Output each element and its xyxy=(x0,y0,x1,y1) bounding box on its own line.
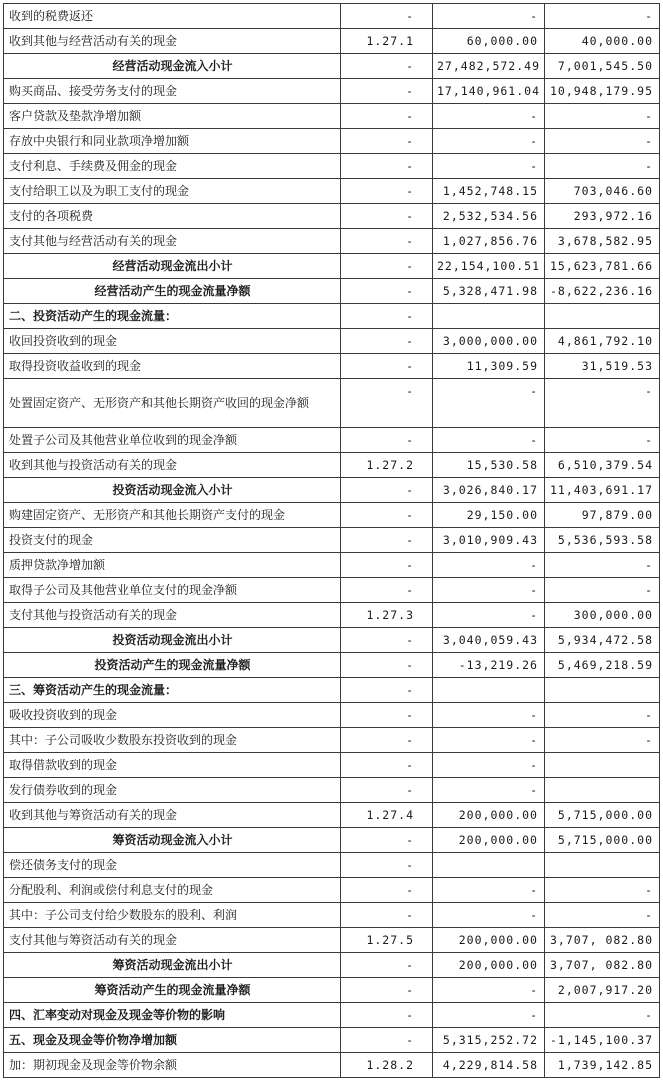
row-current-amount: - xyxy=(433,129,545,154)
row-note-ref: 1.27.2 xyxy=(341,453,433,478)
row-item-label: 支付的各项税费 xyxy=(4,204,341,229)
row-item-label: 支付给职工以及为职工支付的现金 xyxy=(4,179,341,204)
row-note-ref: - xyxy=(341,903,433,928)
row-note-ref: - xyxy=(341,753,433,778)
table-row xyxy=(4,204,660,229)
row-prior-amount: 6,510,379.54 xyxy=(545,453,660,478)
row-item-label: 存放中央银行和同业款项净增加额 xyxy=(4,129,341,154)
row-prior-amount: - xyxy=(545,728,660,753)
table-row xyxy=(4,853,660,878)
row-prior-amount: - xyxy=(545,4,660,29)
row-current-amount: 15,530.58 xyxy=(433,453,545,478)
row-current-amount: 200,000.00 xyxy=(433,803,545,828)
table-row xyxy=(4,1053,660,1078)
row-prior-amount: 3,707, 082.80 xyxy=(545,928,660,953)
row-item-label: 投资支付的现金 xyxy=(4,528,341,553)
table-row xyxy=(4,778,660,803)
table-row xyxy=(4,478,660,503)
row-note-ref: - xyxy=(341,728,433,753)
row-prior-amount: 5,536,593.58 xyxy=(545,528,660,553)
row-item-label: 处置子公司及其他营业单位收到的现金净额 xyxy=(4,428,341,453)
row-current-amount: 5,315,252.72 xyxy=(433,1028,545,1053)
row-prior-amount: 5,715,000.00 xyxy=(545,803,660,828)
row-item-label: 取得子公司及其他营业单位支付的现金净额 xyxy=(4,578,341,603)
row-current-amount: 1,027,856.76 xyxy=(433,229,545,254)
row-prior-amount: -1,145,100.37 xyxy=(545,1028,660,1053)
table-row xyxy=(4,129,660,154)
row-current-amount: 5,328,471.98 xyxy=(433,279,545,304)
row-item-label: 收到的税费返还 xyxy=(4,4,341,29)
row-current-amount xyxy=(433,304,545,329)
row-note-ref: 1.27.1 xyxy=(341,29,433,54)
row-item-label: 其中：子公司支付给少数股东的股利、利润 xyxy=(4,903,341,928)
row-current-amount: - xyxy=(433,379,545,428)
row-item-label: 投资活动现金流出小计 xyxy=(4,628,341,653)
row-current-amount: 29,150.00 xyxy=(433,503,545,528)
row-current-amount: 1,452,748.15 xyxy=(433,179,545,204)
table-row xyxy=(4,154,660,179)
table-row xyxy=(4,953,660,978)
row-note-ref: - xyxy=(341,254,433,279)
row-item-label: 偿还债务支付的现金 xyxy=(4,853,341,878)
row-item-label: 其中：子公司吸收少数股东投资收到的现金 xyxy=(4,728,341,753)
table-row xyxy=(4,503,660,528)
table-row xyxy=(4,254,660,279)
row-note-ref: - xyxy=(341,528,433,553)
row-note-ref: - xyxy=(341,503,433,528)
row-item-label: 处置固定资产、无形资产和其他长期资产收回的现金净额 xyxy=(4,379,341,428)
row-item-label: 经营活动产生的现金流量净额 xyxy=(4,279,341,304)
table-row xyxy=(4,428,660,453)
row-current-amount xyxy=(433,853,545,878)
row-current-amount: 4,229,814.58 xyxy=(433,1053,545,1078)
row-prior-amount xyxy=(545,853,660,878)
row-item-label: 发行债券收到的现金 xyxy=(4,778,341,803)
table-row xyxy=(4,903,660,928)
row-prior-amount xyxy=(545,304,660,329)
row-prior-amount: - xyxy=(545,379,660,428)
table-row xyxy=(4,54,660,79)
row-prior-amount: - xyxy=(545,903,660,928)
row-item-label: 购建固定资产、无形资产和其他长期资产支付的现金 xyxy=(4,503,341,528)
row-prior-amount xyxy=(545,778,660,803)
row-current-amount: 200,000.00 xyxy=(433,928,545,953)
table-row xyxy=(4,828,660,853)
row-prior-amount: 15,623,781.66 xyxy=(545,254,660,279)
row-current-amount: 3,010,909.43 xyxy=(433,528,545,553)
row-prior-amount: - xyxy=(545,578,660,603)
row-prior-amount: - xyxy=(545,1003,660,1028)
table-row xyxy=(4,728,660,753)
row-note-ref: - xyxy=(341,778,433,803)
row-item-label: 筹资活动现金流入小计 xyxy=(4,828,341,853)
row-note-ref: - xyxy=(341,54,433,79)
row-prior-amount xyxy=(545,678,660,703)
table-row xyxy=(4,453,660,478)
row-item-label: 购买商品、接受劳务支付的现金 xyxy=(4,79,341,104)
row-current-amount: 2,532,534.56 xyxy=(433,204,545,229)
table-row xyxy=(4,978,660,1003)
table-row xyxy=(4,553,660,578)
row-note-ref: - xyxy=(341,79,433,104)
table-row xyxy=(4,179,660,204)
row-note-ref: - xyxy=(341,478,433,503)
row-note-ref: - xyxy=(341,578,433,603)
row-note-ref: - xyxy=(341,878,433,903)
row-item-label: 支付利息、手续费及佣金的现金 xyxy=(4,154,341,179)
row-current-amount: -13,219.26 xyxy=(433,653,545,678)
row-note-ref: - xyxy=(341,229,433,254)
row-note-ref: - xyxy=(341,428,433,453)
row-current-amount: 27,482,572.49 xyxy=(433,54,545,79)
row-prior-amount: 40,000.00 xyxy=(545,29,660,54)
row-item-label: 支付其他与投资活动有关的现金 xyxy=(4,603,341,628)
row-item-label: 收到其他与筹资活动有关的现金 xyxy=(4,803,341,828)
row-prior-amount: 31,519.53 xyxy=(545,354,660,379)
row-note-ref: 1.28.2 xyxy=(341,1053,433,1078)
row-prior-amount: 11,403,691.17 xyxy=(545,478,660,503)
table-row xyxy=(4,878,660,903)
table-row xyxy=(4,279,660,304)
row-note-ref: - xyxy=(341,104,433,129)
row-current-amount: - xyxy=(433,578,545,603)
row-current-amount: - xyxy=(433,603,545,628)
row-current-amount: - xyxy=(433,1003,545,1028)
row-current-amount: - xyxy=(433,878,545,903)
row-prior-amount: - xyxy=(545,553,660,578)
row-item-label: 五、现金及现金等价物净增加额 xyxy=(4,1028,341,1053)
table-row xyxy=(4,379,660,428)
table-row xyxy=(4,928,660,953)
row-prior-amount: 5,934,472.58 xyxy=(545,628,660,653)
row-prior-amount: 97,879.00 xyxy=(545,503,660,528)
row-current-amount: - xyxy=(433,978,545,1003)
row-item-label: 筹资活动产生的现金流量净额 xyxy=(4,978,341,1003)
table-row xyxy=(4,603,660,628)
row-note-ref: - xyxy=(341,4,433,29)
row-item-label: 收到其他与投资活动有关的现金 xyxy=(4,453,341,478)
row-note-ref: 1.27.4 xyxy=(341,803,433,828)
row-prior-amount: 3,678,582.95 xyxy=(545,229,660,254)
row-prior-amount: 300,000.00 xyxy=(545,603,660,628)
row-current-amount: 17,140,961.04 xyxy=(433,79,545,104)
table-row xyxy=(4,628,660,653)
row-item-label: 经营活动现金流入小计 xyxy=(4,54,341,79)
row-note-ref: - xyxy=(341,653,433,678)
row-current-amount: 3,000,000.00 xyxy=(433,329,545,354)
row-note-ref: 1.27.3 xyxy=(341,603,433,628)
row-current-amount: 3,040,059.43 xyxy=(433,628,545,653)
table-row xyxy=(4,753,660,778)
row-current-amount: 60,000.00 xyxy=(433,29,545,54)
row-note-ref: 1.27.5 xyxy=(341,928,433,953)
row-current-amount: - xyxy=(433,903,545,928)
row-note-ref: - xyxy=(341,853,433,878)
row-prior-amount: 703,046.60 xyxy=(545,179,660,204)
row-prior-amount: 293,972.16 xyxy=(545,204,660,229)
row-current-amount: 3,026,840.17 xyxy=(433,478,545,503)
row-current-amount: - xyxy=(433,778,545,803)
row-note-ref: - xyxy=(341,1003,433,1028)
table-row xyxy=(4,29,660,54)
row-item-label: 客户贷款及垫款净增加额 xyxy=(4,104,341,129)
row-prior-amount: 4,861,792.10 xyxy=(545,329,660,354)
row-note-ref: - xyxy=(341,379,433,428)
table-row xyxy=(4,528,660,553)
row-current-amount: - xyxy=(433,104,545,129)
table-row xyxy=(4,678,660,703)
row-current-amount: 200,000.00 xyxy=(433,828,545,853)
row-prior-amount: - xyxy=(545,154,660,179)
row-note-ref: - xyxy=(341,279,433,304)
row-item-label: 经营活动现金流出小计 xyxy=(4,254,341,279)
row-prior-amount: 7,001,545.50 xyxy=(545,54,660,79)
row-note-ref: - xyxy=(341,204,433,229)
row-current-amount: - xyxy=(433,753,545,778)
row-note-ref: - xyxy=(341,978,433,1003)
row-current-amount: - xyxy=(433,553,545,578)
row-item-label: 筹资活动现金流出小计 xyxy=(4,953,341,978)
row-prior-amount: 5,715,000.00 xyxy=(545,828,660,853)
table-row xyxy=(4,4,660,29)
row-prior-amount xyxy=(545,753,660,778)
table-row xyxy=(4,354,660,379)
row-current-amount: - xyxy=(433,728,545,753)
row-note-ref: - xyxy=(341,179,433,204)
row-item-label: 收到其他与经营活动有关的现金 xyxy=(4,29,341,54)
row-note-ref: - xyxy=(341,304,433,329)
row-note-ref: - xyxy=(341,154,433,179)
row-current-amount xyxy=(433,678,545,703)
row-current-amount: - xyxy=(433,154,545,179)
row-note-ref: - xyxy=(341,953,433,978)
row-item-label: 三、筹资活动产生的现金流量： xyxy=(4,678,341,703)
row-item-label: 收回投资收到的现金 xyxy=(4,329,341,354)
row-prior-amount: -8,622,236.16 xyxy=(545,279,660,304)
row-note-ref: - xyxy=(341,329,433,354)
row-item-label: 质押贷款净增加额 xyxy=(4,553,341,578)
row-prior-amount: - xyxy=(545,104,660,129)
row-prior-amount: - xyxy=(545,428,660,453)
row-item-label: 吸收投资收到的现金 xyxy=(4,703,341,728)
row-item-label: 取得投资收益收到的现金 xyxy=(4,354,341,379)
cash-flow-statement-table xyxy=(3,3,660,1078)
row-current-amount: - xyxy=(433,703,545,728)
table-row xyxy=(4,304,660,329)
row-current-amount: - xyxy=(433,4,545,29)
table-row xyxy=(4,104,660,129)
table-row xyxy=(4,803,660,828)
row-item-label: 支付其他与经营活动有关的现金 xyxy=(4,229,341,254)
table-row xyxy=(4,329,660,354)
row-item-label: 投资活动现金流入小计 xyxy=(4,478,341,503)
row-item-label: 分配股利、利润或偿付利息支付的现金 xyxy=(4,878,341,903)
row-note-ref: - xyxy=(341,1028,433,1053)
row-note-ref: - xyxy=(341,354,433,379)
row-current-amount: - xyxy=(433,428,545,453)
row-prior-amount: 3,707, 082.80 xyxy=(545,953,660,978)
table-row xyxy=(4,229,660,254)
row-note-ref: - xyxy=(341,678,433,703)
row-note-ref: - xyxy=(341,828,433,853)
row-note-ref: - xyxy=(341,628,433,653)
row-prior-amount: 2,007,917.20 xyxy=(545,978,660,1003)
table-row xyxy=(4,79,660,104)
row-prior-amount: - xyxy=(545,878,660,903)
row-item-label: 支付其他与筹资活动有关的现金 xyxy=(4,928,341,953)
row-item-label: 取得借款收到的现金 xyxy=(4,753,341,778)
row-prior-amount: 1,739,142.85 xyxy=(545,1053,660,1078)
row-item-label: 四、汇率变动对现金及现金等价物的影响 xyxy=(4,1003,341,1028)
row-current-amount: 22,154,100.51 xyxy=(433,254,545,279)
row-item-label: 加：期初现金及现金等价物余额 xyxy=(4,1053,341,1078)
table-row xyxy=(4,653,660,678)
row-item-label: 二、投资活动产生的现金流量： xyxy=(4,304,341,329)
row-prior-amount: 5,469,218.59 xyxy=(545,653,660,678)
row-note-ref: - xyxy=(341,703,433,728)
row-prior-amount: 10,948,179.95 xyxy=(545,79,660,104)
table-row xyxy=(4,703,660,728)
row-prior-amount: - xyxy=(545,129,660,154)
row-item-label: 投资活动产生的现金流量净额 xyxy=(4,653,341,678)
table-row xyxy=(4,1028,660,1053)
table-row xyxy=(4,578,660,603)
row-note-ref: - xyxy=(341,553,433,578)
row-current-amount: 200,000.00 xyxy=(433,953,545,978)
table-row xyxy=(4,1003,660,1028)
row-current-amount: 11,309.59 xyxy=(433,354,545,379)
row-note-ref: - xyxy=(341,129,433,154)
row-prior-amount: - xyxy=(545,703,660,728)
